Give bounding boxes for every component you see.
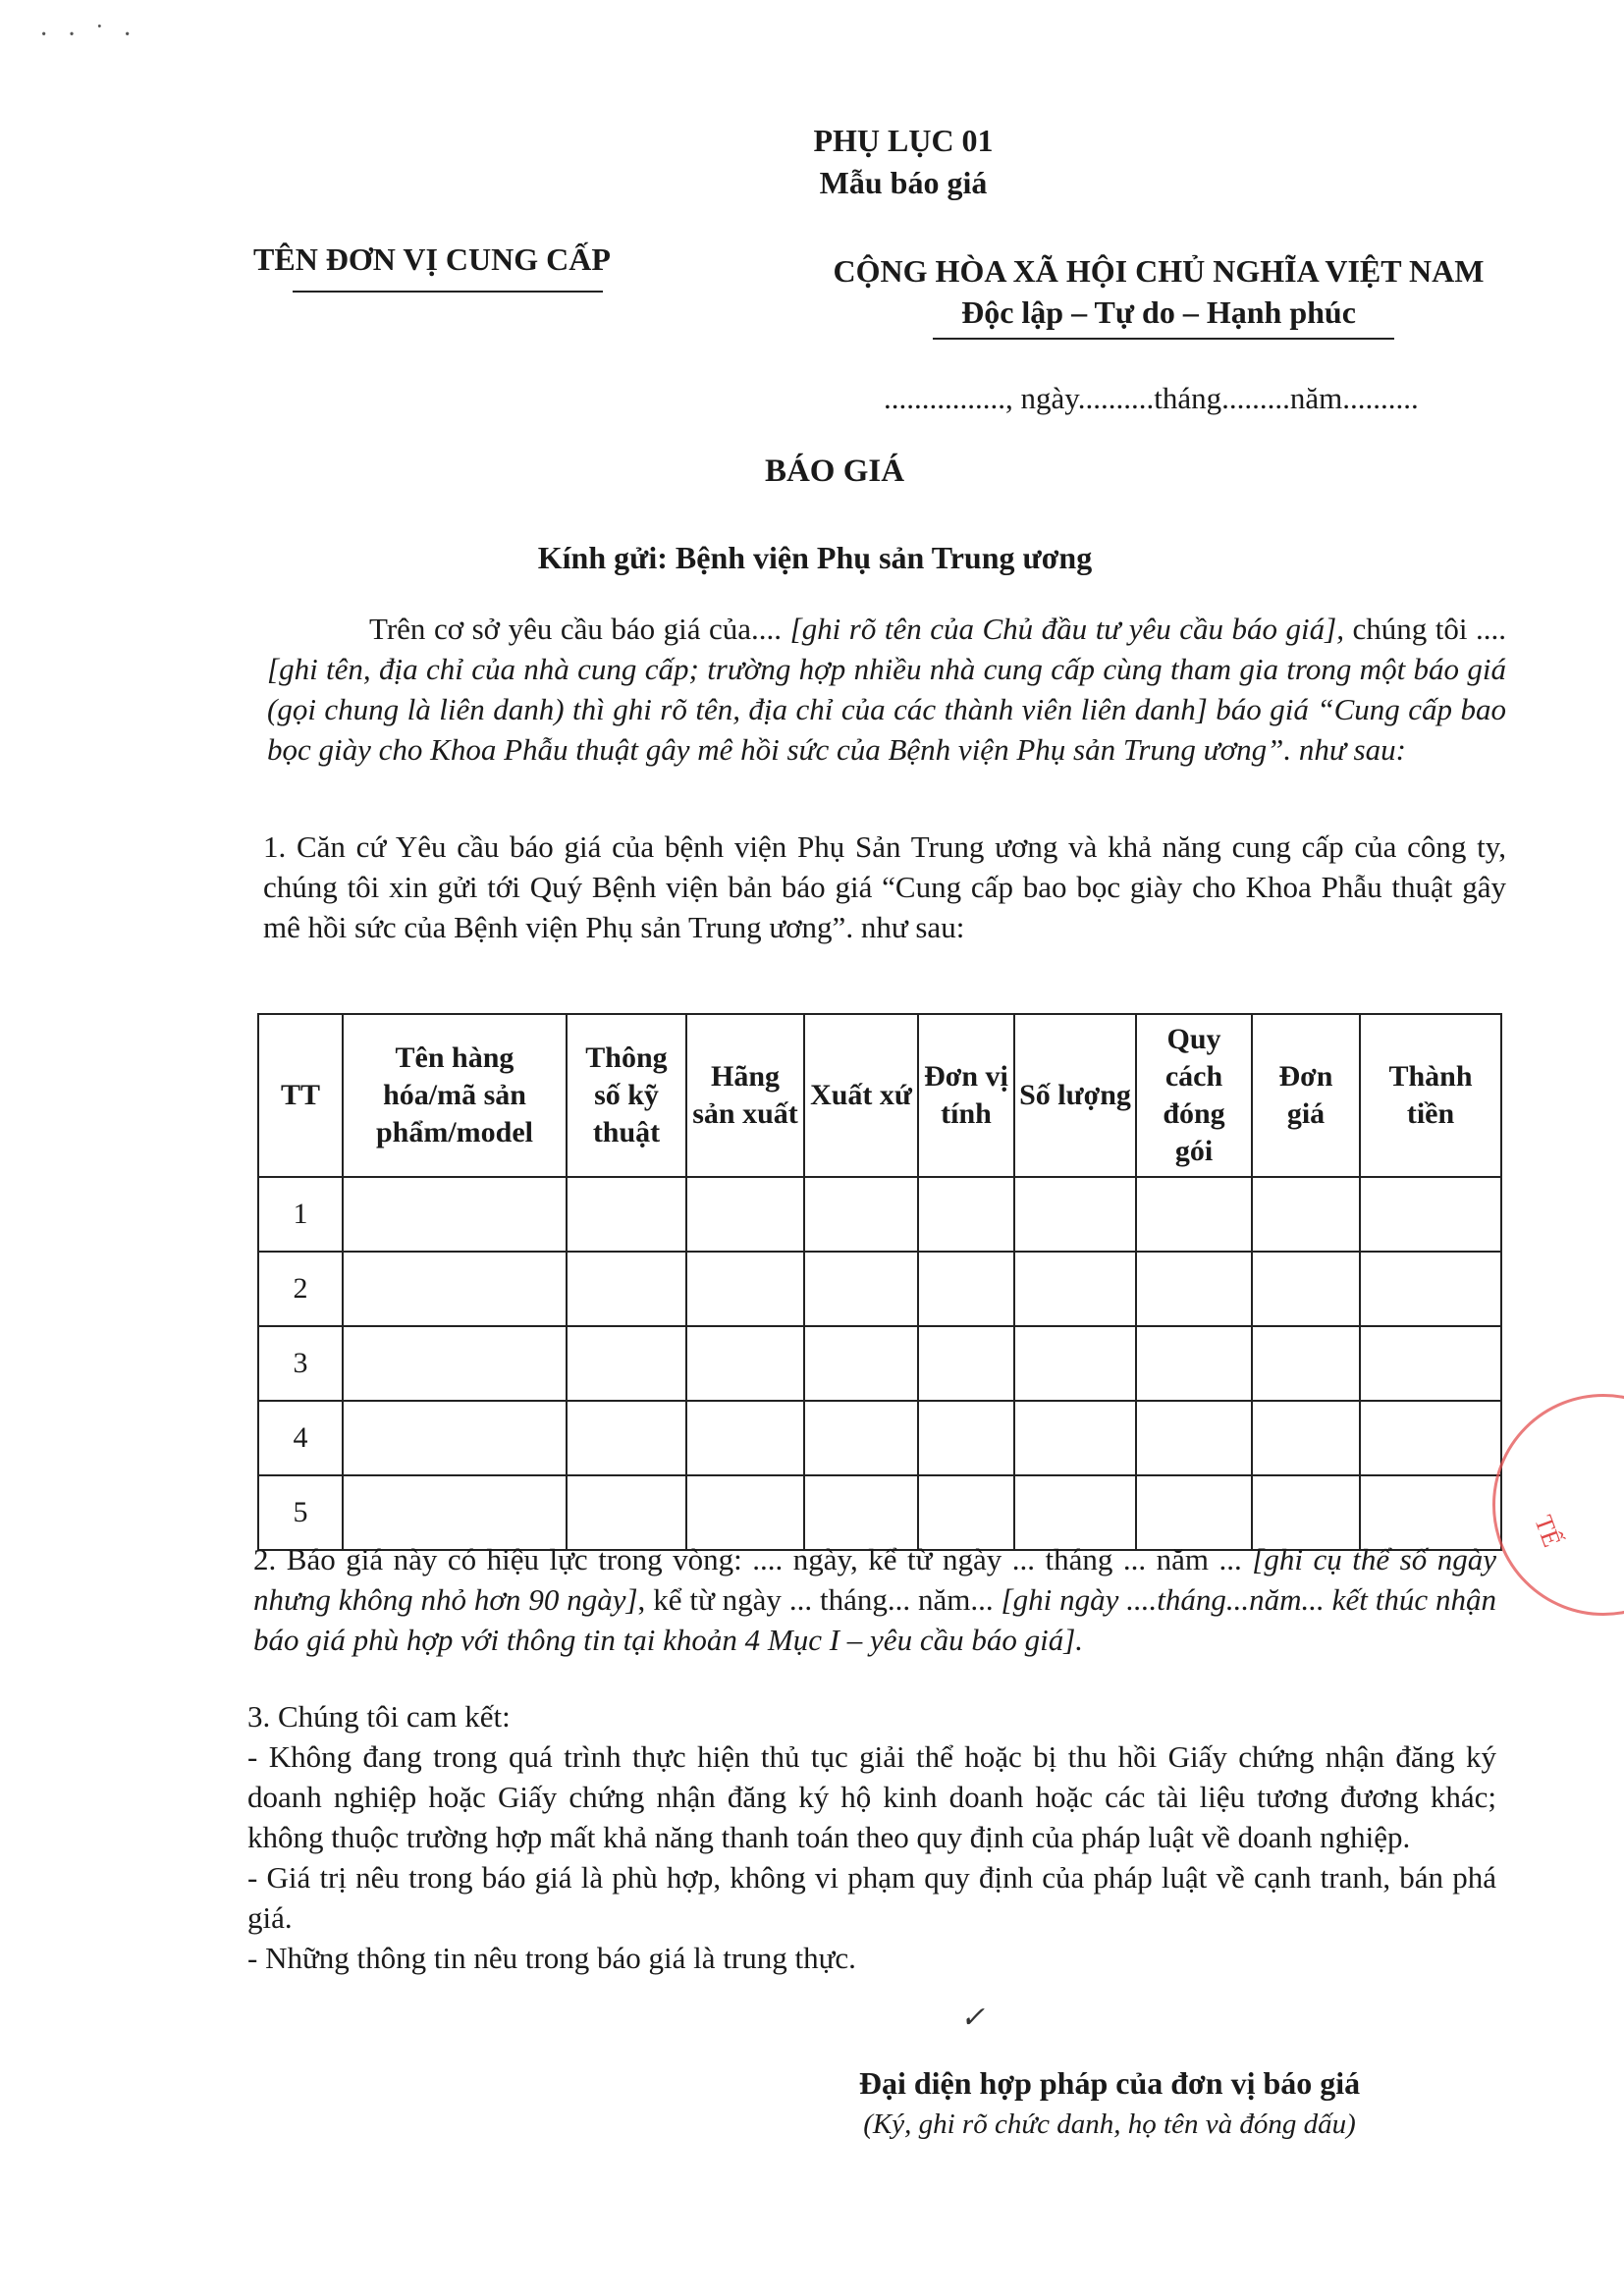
intro-p2: chúng tôi .... [1352,612,1506,646]
quote-table [257,1013,1502,1551]
item-2-italic-2: [ghi ngày ....tháng...năm... kết thúc nhận báo giá phù hợp với thông tin tại khoản 4 Mục I – yêu cầu báo giá]. [253,1582,1496,1657]
col-header-manufacturer: Hãng sản xuất [686,1014,804,1177]
table-row [258,1326,1501,1401]
appendix-title: PHỤ LỤC 01 [813,123,994,158]
motto-underline [933,338,1394,340]
table-row [258,1252,1501,1326]
col-header-unit: Đơn vị tính [918,1014,1014,1177]
country-name: CỘNG HÒA XÃ HỘI CHỦ NGHĨA VIỆT NAM [833,253,1485,289]
row-number: 2 [258,1252,343,1326]
stamp-text: TẾ [1529,1511,1567,1551]
supplier-underline [293,291,603,293]
col-header-quantity: Số lượng [1014,1014,1136,1177]
intro-p2-italic: [ghi tên, địa chỉ của nhà cung cấp; trường hợp nhiều nhà cung cấp cùng tham gia trong một báo giá (gọi chung là liên danh) thì ghi rõ tên, địa chỉ của các thành viên liên danh] báo giá “Cung cấp bao bọc giày cho Khoa Phẫu thuật gây mê hồi sức của Bệnh viện Phụ sản Trung ương”. như sau: [267,652,1506,767]
item-2-text: 2. Báo giá này có hiệu lực trong vòng: .... ngày, kể từ ngày ... tháng ... năm ... [253,1542,1242,1576]
appendix-subtitle: Mẫu báo giá [819,165,988,200]
item-3 [247,1696,1496,1978]
col-header-product: Tên hàng hóa/mã sản phẩm/model [343,1014,567,1177]
row-number: 3 [258,1326,343,1401]
row-number: 5 [258,1475,343,1550]
col-header-unit-price: Đơn giá [1252,1014,1360,1177]
item-2-italic-1: [ghi cụ thể số ngày nhưng không nhỏ hơn 90 ngày] [253,1542,1496,1617]
supplier-label: TÊN ĐƠN VỊ CUNG CẤP [253,241,611,277]
intro-paragraph [267,609,1506,770]
signature-note: (Ký, ghi rõ chức danh, họ tên và đóng dấu) [863,2109,1356,2140]
recipient: Kính gửi: Bệnh viện Phụ sản Trung ương [537,540,1093,575]
row-number: 4 [258,1401,343,1475]
col-header-total: Thành tiền [1360,1014,1501,1177]
signature-title: Đại diện hợp pháp của đơn vị báo giá [858,2065,1361,2101]
table-header-row [258,1014,1501,1177]
commitment-3: - Những thông tin nêu trong báo giá là trung thực. [247,1941,856,1975]
col-header-tt: TT [258,1014,343,1177]
table-row [258,1177,1501,1252]
date-line: ................, ngày..........tháng.........năm.......... [884,381,1419,415]
initials-mark: ✓ [960,2001,986,2035]
scan-specks: · · ˙ · [39,20,138,50]
col-header-packaging: Quy cách đóng gói [1136,1014,1252,1177]
doc-title: BÁO GIÁ [764,454,905,489]
commitment-1: - Không đang trong quá trình thực hiện thủ tục giải thể hoặc bị thu hồi Giấy chứng nhận đăng ký doanh nghiệp hoặc Giấy chứng nhận đăng ký hộ kinh doanh hoặc các tài liệu tương đương khác; không thuộc trường hợp mất khả năng thanh toán theo quy định của pháp luật về doanh nghiệp. [247,1739,1496,1854]
item-2-text-2: , kể từ ngày ... tháng... năm... [637,1582,994,1617]
item-3-title: 3. Chúng tôi cam kết: [247,1699,511,1734]
item-2 [253,1539,1496,1660]
red-stamp [1492,1394,1624,1616]
col-header-specs: Thông số kỹ thuật [567,1014,686,1177]
row-number: 1 [258,1177,343,1252]
table-row [258,1401,1501,1475]
commitment-2: - Giá trị nêu trong báo giá là phù hợp, không vi phạm quy định của pháp luật về cạnh tranh, bán phá giá. [247,1860,1496,1935]
intro-p1-italic: [ghi rõ tên của Chủ đầu tư yêu cầu báo giá], [782,612,1344,646]
col-header-origin: Xuất xứ [804,1014,918,1177]
motto: Độc lập – Tự do – Hạnh phúc [961,294,1356,330]
intro-p1: Trên cơ sở yêu cầu báo giá của.... [369,612,783,646]
item-1: 1. Căn cứ Yêu cầu báo giá của bệnh viện Phụ Sản Trung ương và khả năng cung cấp của công ty, chúng tôi xin gửi tới Quý Bệnh viện bản báo giá “Cung cấp bao bọc giày cho Khoa Phẫu thuật gây mê hồi sức của Bệnh viện Phụ sản Trung ương”. như sau: [263,829,1506,944]
